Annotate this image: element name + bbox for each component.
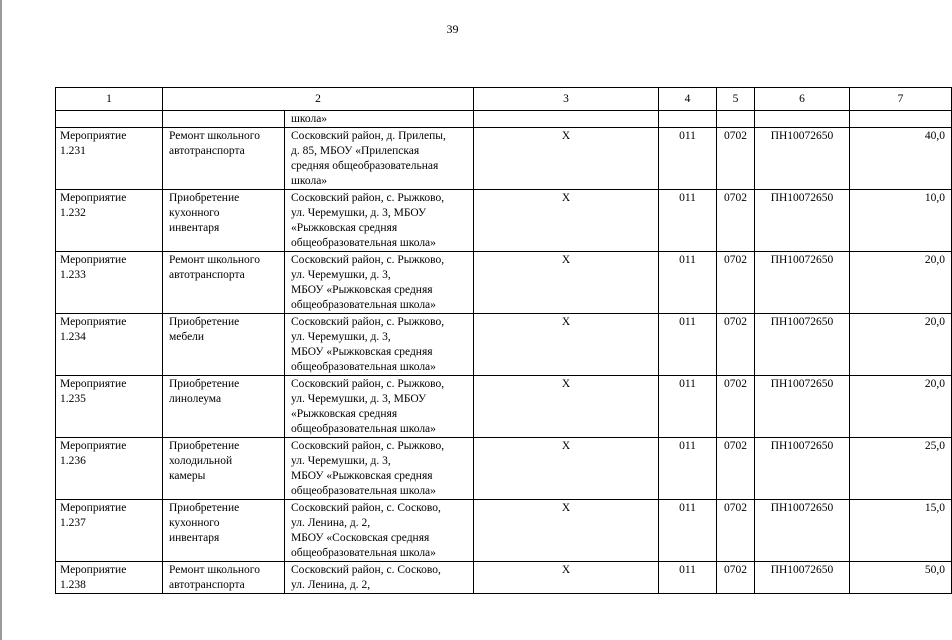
page-number: 39 [446, 22, 459, 36]
scan-edge [0, 0, 2, 640]
cell-line: общеобразовательная школа» [291, 361, 436, 373]
cell-line: кухонного [169, 517, 220, 529]
cell-line: 1.235 [60, 393, 86, 405]
col5-value: 0702 [717, 190, 755, 252]
cell-line: Приобретение [169, 192, 240, 204]
col4-value: 011 [659, 500, 717, 562]
cell-line: мебели [169, 331, 205, 343]
table-row [56, 314, 952, 376]
measure-id [56, 314, 163, 376]
cell-line: ул. Черемушки, д. 3, МБОУ [291, 393, 427, 405]
col3-value: Х [474, 438, 659, 500]
cell-line: 1.236 [60, 455, 86, 467]
cell-line: Приобретение [169, 378, 240, 390]
measure-name [163, 314, 285, 376]
measure-address [285, 562, 474, 594]
col5-value: 0702 [717, 376, 755, 438]
measure-address [285, 376, 474, 438]
cell-line: Сосковский район, с. Рыжково, [291, 192, 445, 204]
cell-line: общеобразовательная школа» [291, 547, 436, 559]
col4-value: 011 [659, 252, 717, 314]
header-col-6: 6 [755, 88, 850, 111]
cell-line: общеобразовательная школа» [291, 485, 436, 497]
cell-line: линолеума [169, 393, 222, 405]
cell-line: ул. Ленина, д. 2, [291, 579, 371, 591]
measure-name [163, 190, 285, 252]
measure-address [285, 252, 474, 314]
measure-address [285, 500, 474, 562]
col6-value: ПН10072650 [755, 314, 850, 376]
cell-line: Мероприятие [60, 316, 127, 328]
col5-value: 0702 [717, 562, 755, 594]
cell-line: Приобретение [169, 440, 240, 452]
header-col-2: 2 [163, 88, 474, 111]
amount-value: 20,0 [850, 252, 952, 314]
measure-name [163, 562, 285, 594]
cell-line: Мероприятие [60, 130, 127, 142]
cell-line: Сосковский район, с. Рыжково, [291, 254, 445, 266]
amount-value: 20,0 [850, 314, 952, 376]
cell-line: Мероприятие [60, 440, 127, 452]
col4-value: 011 [659, 562, 717, 594]
cell-line: ул. Черемушки, д. 3, [291, 269, 391, 281]
col5-value: 0702 [717, 128, 755, 190]
cell-line: средняя общеобразовательная [291, 160, 439, 172]
col3-value: Х [474, 252, 659, 314]
cell-line: холодильной [169, 455, 233, 467]
measure-name [163, 252, 285, 314]
measure-address [285, 128, 474, 190]
amount-value: 50,0 [850, 562, 952, 594]
cell-line: Приобретение [169, 316, 240, 328]
cell-line: Сосковский район, с. Рыжково, [291, 378, 445, 390]
cell-line: ул. Черемушки, д. 3, [291, 331, 391, 343]
cell-line: кухонного [169, 207, 220, 219]
col3-value: Х [474, 190, 659, 252]
cell-line: ул. Черемушки, д. 3, МБОУ [291, 207, 427, 219]
table-row [56, 128, 952, 190]
cell-line: общеобразовательная школа» [291, 237, 436, 249]
cell-line: ул. Ленина, д. 2, [291, 517, 371, 529]
header-col-5: 5 [717, 88, 755, 111]
col6-value: ПН10072650 [755, 376, 850, 438]
cell-line: МБОУ «Рыжковская средняя [291, 470, 433, 482]
col4-value: 011 [659, 376, 717, 438]
col3-value: Х [474, 376, 659, 438]
cell-line: Мероприятие [60, 564, 127, 576]
measure-address [285, 314, 474, 376]
continuation-text: школа» [285, 111, 474, 128]
amount-value: 10,0 [850, 190, 952, 252]
amount-value: 20,0 [850, 376, 952, 438]
cell-line: Сосковский район, с. Рыжково, [291, 440, 445, 452]
col4-value: 011 [659, 128, 717, 190]
measure-id [56, 190, 163, 252]
table-row [56, 438, 952, 500]
measure-name [163, 500, 285, 562]
cell-line: 1.233 [60, 269, 86, 281]
cell-line: Мероприятие [60, 502, 127, 514]
table-row [56, 252, 952, 314]
cell-line: Мероприятие [60, 378, 127, 390]
measure-id [56, 252, 163, 314]
header-col-3: 3 [474, 88, 659, 111]
cell-line: ул. Черемушки, д. 3, [291, 455, 391, 467]
col6-value: ПН10072650 [755, 252, 850, 314]
cell-line: инвентаря [169, 532, 220, 544]
col6-value: ПН10072650 [755, 190, 850, 252]
cell-line: школа» [291, 175, 328, 187]
measure-name [163, 376, 285, 438]
continuation-row [56, 111, 952, 128]
col3-value: Х [474, 500, 659, 562]
cell-line: автотранспорта [169, 579, 245, 591]
col4-value: 011 [659, 438, 717, 500]
cell-line: автотранспорта [169, 145, 245, 157]
measure-address [285, 438, 474, 500]
cell-line: 1.231 [60, 145, 86, 157]
col3-value: Х [474, 562, 659, 594]
measure-address [285, 190, 474, 252]
col5-value: 0702 [717, 252, 755, 314]
cell-line: камеры [169, 470, 206, 482]
measure-id [56, 438, 163, 500]
measure-id [56, 128, 163, 190]
cell-line: Сосковский район, с. Сосково, [291, 502, 441, 514]
cell-line: Сосковский район, с. Рыжково, [291, 316, 445, 328]
cell-line: общеобразовательная школа» [291, 423, 436, 435]
col5-value: 0702 [717, 500, 755, 562]
amount-value: 15,0 [850, 500, 952, 562]
measure-id [56, 500, 163, 562]
table-row [56, 376, 952, 438]
col5-value: 0702 [717, 438, 755, 500]
amount-value: 40,0 [850, 128, 952, 190]
col4-value: 011 [659, 190, 717, 252]
cell-line: МБОУ «Рыжковская средняя [291, 346, 433, 358]
table-row [56, 500, 952, 562]
cell-line: Ремонт школьного [169, 254, 260, 266]
cell-line: МБОУ «Рыжковская средняя [291, 284, 433, 296]
col6-value: ПН10072650 [755, 128, 850, 190]
budget-table [55, 87, 952, 594]
cell-line: Мероприятие [60, 254, 127, 266]
cell-line: д. 85, МБОУ «Прилепская [291, 145, 420, 157]
header-col-4: 4 [659, 88, 717, 111]
cell-line: 1.234 [60, 331, 86, 343]
cell-line: «Рыжковская средняя [291, 222, 398, 234]
measure-id [56, 562, 163, 594]
table-row [56, 190, 952, 252]
measure-name [163, 128, 285, 190]
col6-value: ПН10072650 [755, 438, 850, 500]
col3-value: Х [474, 314, 659, 376]
table-row [56, 562, 952, 594]
measure-id [56, 376, 163, 438]
cell-line: Сосковский район, с. Сосково, [291, 564, 441, 576]
header-row [56, 88, 952, 111]
col6-value: ПН10072650 [755, 500, 850, 562]
cell-line: автотранспорта [169, 269, 245, 281]
cell-line: Приобретение [169, 502, 240, 514]
header-col-1: 1 [56, 88, 163, 111]
cell-line: МБОУ «Сосковская средняя [291, 532, 430, 544]
cell-line: Ремонт школьного [169, 564, 260, 576]
cell-line: Сосковский район, д. Прилепы, [291, 130, 446, 142]
col3-value: Х [474, 128, 659, 190]
amount-value: 25,0 [850, 438, 952, 500]
cell-line: 1.237 [60, 517, 86, 529]
cell-line: инвентаря [169, 222, 220, 234]
col6-value: ПН10072650 [755, 562, 850, 594]
measure-name [163, 438, 285, 500]
header-col-7: 7 [850, 88, 952, 111]
cell-line: Ремонт школьного [169, 130, 260, 142]
cell-line: общеобразовательная школа» [291, 299, 436, 311]
cell-line: «Рыжковская средняя [291, 408, 398, 420]
cell-line: Мероприятие [60, 192, 127, 204]
col5-value: 0702 [717, 314, 755, 376]
cell-line: 1.232 [60, 207, 86, 219]
col4-value: 011 [659, 314, 717, 376]
cell-line: 1.238 [60, 579, 86, 591]
